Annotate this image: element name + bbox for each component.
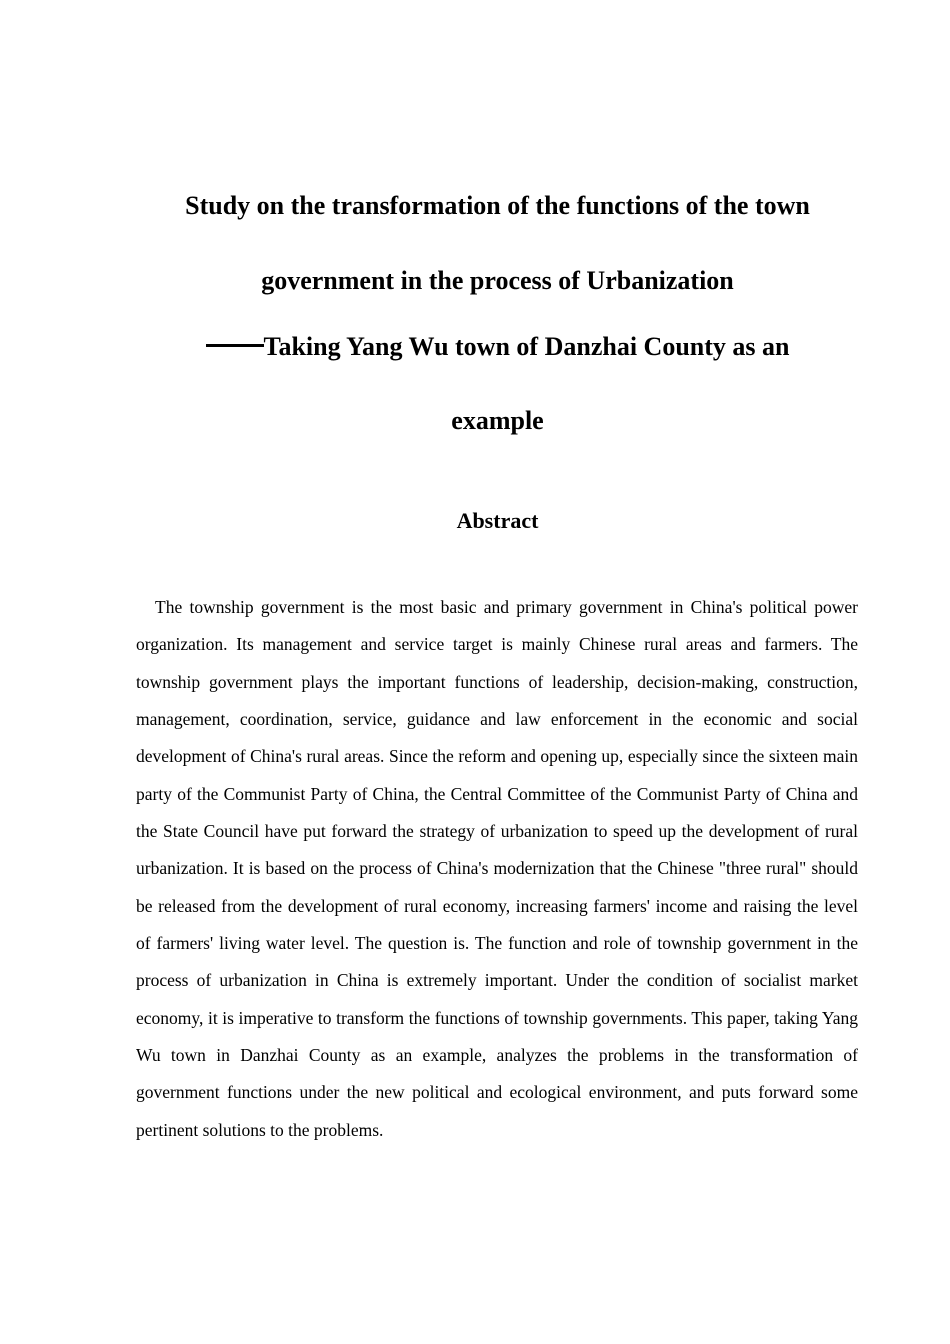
abstract-body: The township government is the most basic and primary government in China's political power organization. Its management and service target is mainly Chinese rural areas and farmers. The township government plays the important functions of leadership, decision-making, construction, management, coordination, service, guidance and law enforcement in the economic and social development of China's rural areas. Since the reform and opening up, especially since the sixteen main party of the Communist Party of China, the Central Committee of the Communist Party of China and the State Council have put forward the strategy of urbanization to speed up the development of rural urbanization. It is based on the process of China's modernization that the Chinese "three rural" should be released from the development of rural economy, increasing farmers' income and raising the level of farmers' living water level. The question is. The function and role of township government in the process of urbanization in China is extremely important. Under the condition of socialist market economy, it is imperative to transform the functions of township governments. This paper, taking Yang Wu town in Danzhai County as an example, analyzes the problems in the transformation of government functions under the new political and ecological environment, and puts forward some pertinent solutions to the problems. <box>136 597 858 1140</box>
subtitle-line-1 <box>130 332 865 362</box>
subtitle-line-2: example <box>451 406 544 435</box>
subtitle-text: Taking Yang Wu town of Danzhai County as an <box>263 332 790 361</box>
abstract-heading: Abstract <box>456 508 539 533</box>
title-line-2: government in the process of Urbanization <box>261 266 734 295</box>
title-line-1: Study on the transformation of the functions of the town <box>185 191 810 220</box>
subtitle-dash <box>206 344 264 347</box>
